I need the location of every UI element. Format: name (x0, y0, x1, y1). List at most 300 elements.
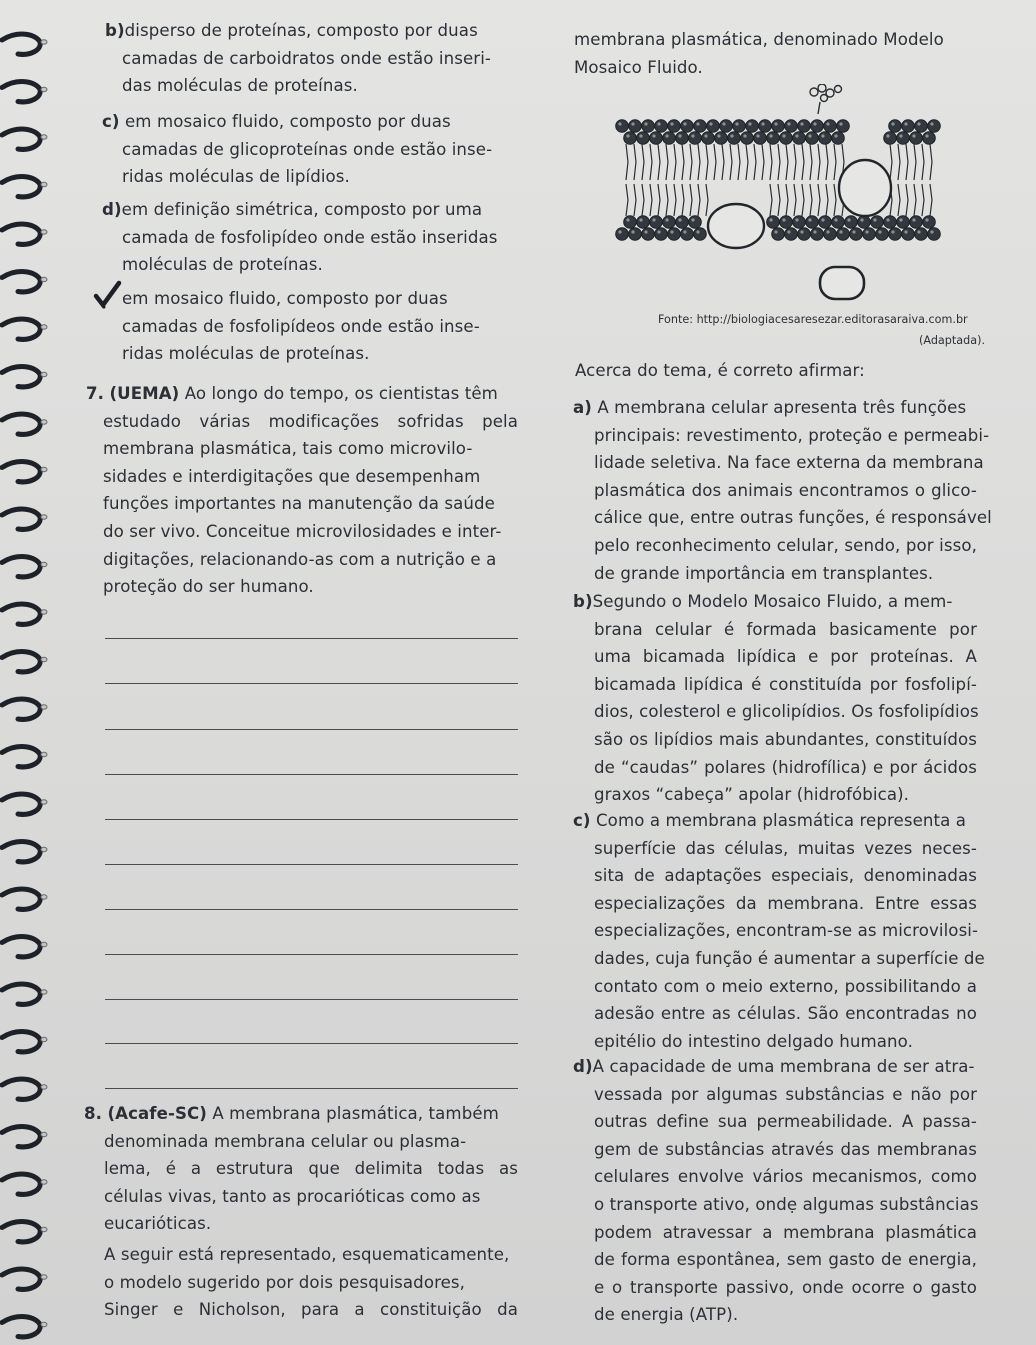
binding-hole (41, 40, 47, 44)
phospholipid-head (798, 120, 811, 133)
phospholipid-head (637, 216, 650, 229)
binding-hole (41, 230, 47, 234)
phospholipid-head (884, 132, 897, 145)
spiral-coil (2, 1079, 40, 1099)
lipid-tail (738, 144, 740, 180)
lipid-tail (730, 144, 732, 180)
answer-line[interactable] (105, 954, 518, 955)
phospholipid-head (720, 120, 733, 133)
binding-hole (41, 325, 47, 329)
head-highlight (774, 230, 777, 233)
head-highlight (618, 230, 621, 233)
phospholipid-head (793, 216, 806, 229)
lipid-tail (658, 144, 660, 180)
lipid-tail (778, 144, 780, 180)
head-highlight (748, 122, 751, 125)
binding-hole (41, 135, 47, 139)
lipid-tail (690, 144, 692, 180)
spiral-coil (2, 842, 40, 862)
text-line: principais: revestimento, proteção e permeabi- (594, 425, 990, 445)
phospholipid-head (676, 216, 689, 229)
phospholipid-head (629, 228, 642, 241)
binding-hole (41, 1227, 47, 1231)
head-highlight (782, 218, 785, 221)
text-line: disperso de proteínas, composto por duas (124, 21, 478, 40)
peripheral-protein-icon (820, 267, 864, 299)
lipid-tail (770, 184, 772, 216)
text-line: membrana plasmática, denominado Modelo (574, 30, 944, 49)
head-highlight (886, 134, 889, 137)
head-highlight (808, 134, 811, 137)
head-highlight (826, 230, 829, 233)
lipid-tail (810, 144, 812, 180)
phospholipid-head (806, 132, 819, 145)
text-line: em mosaico fluido, composto por duas (122, 289, 448, 308)
option-a-right (573, 394, 992, 587)
phospholipid-heads-upper (616, 120, 941, 145)
phospholipid-head (668, 120, 681, 133)
spiral-coil (2, 652, 40, 672)
text-line: adesão entre as células. São encontradas no (594, 1004, 977, 1024)
head-highlight (930, 122, 933, 125)
head-highlight (891, 122, 894, 125)
phospholipid-head (668, 228, 681, 241)
head-highlight (860, 218, 863, 221)
binding-hole (41, 420, 47, 424)
phospholipid-head (824, 120, 837, 133)
lipid-tail (658, 184, 660, 216)
head-highlight (917, 122, 920, 125)
text-line: Segundo o Modelo Mosaico Fluido, a mem- (592, 592, 953, 611)
phospholipid-head (741, 132, 754, 145)
answer-line[interactable] (105, 683, 518, 684)
text-line: dios, colesterol e glicolipídios. Os fosfolipídios (594, 702, 979, 722)
spiral-coil (2, 129, 40, 149)
lipid-tail (802, 184, 804, 216)
binding-hole (41, 277, 47, 281)
spiral-coil (2, 937, 40, 957)
phospholipid-head (928, 120, 941, 133)
lipid-tail (706, 184, 708, 216)
text-line: plasmática dos animais encontramos o glico- (594, 480, 977, 500)
text-line: Singer e Nicholson, para a constituição da (104, 1300, 518, 1320)
text-line: ridas moléculas de proteínas. (122, 344, 370, 364)
phospholipid-head (624, 132, 637, 145)
spiral-coil (2, 794, 40, 814)
option-label: a) (573, 398, 592, 417)
checkmark-icon (92, 279, 124, 311)
lipid-tail (826, 184, 828, 216)
spiral-coil (2, 272, 40, 292)
head-highlight (626, 218, 629, 221)
text-line: das moléculas de proteínas. (122, 76, 358, 96)
head-highlight (800, 122, 803, 125)
phospholipid-head (785, 120, 798, 133)
phospholipid-head (694, 228, 707, 241)
text-line: epitélio do intestino delgado humano. (594, 1031, 913, 1051)
lipid-tail (930, 184, 932, 216)
lipid-tail (794, 184, 796, 216)
phospholipid-head (832, 216, 845, 229)
phospholipid-head (655, 120, 668, 133)
head-highlight (626, 134, 629, 137)
text-line: graxos “cabeça” apolar (hidrofóbica). (594, 785, 910, 805)
head-highlight (795, 134, 798, 137)
spiral-binding-icon (0, 0, 60, 1345)
text-line: Acerca do tema, é correto afirmar: (575, 361, 865, 380)
phospholipid-head (759, 120, 772, 133)
head-highlight (665, 134, 668, 137)
question-number: 7. (86, 384, 105, 403)
option-e-left (122, 285, 520, 368)
spiral-coil (2, 82, 40, 102)
spiral-coil (2, 1222, 40, 1242)
binding-hole (41, 1037, 47, 1041)
option-d-left (102, 196, 520, 279)
text-line: lema, é a estrutura que delimita todas as (104, 1159, 518, 1179)
phospholipid-head (798, 228, 811, 241)
lipid-tail (914, 184, 916, 216)
phospholipid-head (863, 228, 876, 241)
lipid-tail (818, 184, 820, 216)
text-line: Ao longo do tempo, os cientistas têm (184, 384, 498, 403)
question-source: (UEMA) (109, 384, 180, 403)
head-highlight (839, 230, 842, 233)
head-highlight (795, 218, 798, 221)
head-highlight (644, 122, 647, 125)
lipid-tail (634, 184, 636, 216)
text-line: e o transporte passivo, onde ocorre o gasto (594, 1277, 977, 1297)
phospholipid-head (811, 228, 824, 241)
text-line: A capacidade de uma membrana de ser atra- (592, 1057, 975, 1076)
phospholipid-head (897, 216, 910, 229)
text-line: digitações, relacionando-as com a nutrição e a (103, 549, 497, 569)
head-highlight (652, 218, 655, 221)
head-highlight (899, 134, 902, 137)
phospholipid-head (676, 132, 689, 145)
phospholipid-head (767, 132, 780, 145)
option-label: b) (105, 21, 125, 40)
figure-source: Fonte: http://biologiacesaresezar.editorasaraiva.com.br (658, 313, 968, 326)
phospholipid-head (629, 120, 642, 133)
text-line: A membrana plasmática, também (212, 1104, 499, 1123)
phospholipid-head (616, 120, 629, 133)
binding-hole (41, 895, 47, 899)
spiral-coil (2, 1269, 40, 1289)
phospholipid-head (681, 228, 694, 241)
text-line: de grande importância em transplantes. (594, 563, 934, 583)
lipid-tail (914, 144, 916, 180)
head-highlight (839, 122, 842, 125)
phospholipid-head (793, 132, 806, 145)
phospholipid-head (767, 216, 780, 229)
phospholipid-head (689, 216, 702, 229)
phospholipid-head (780, 132, 793, 145)
text-line: dades, cuja função é aumentar a superfície de (594, 948, 985, 968)
phospholipid-head (910, 216, 923, 229)
lipid-tail (626, 144, 628, 180)
head-highlight (704, 134, 707, 137)
binding-hole (41, 657, 47, 661)
lipid-tail (770, 144, 772, 180)
option-c-left (102, 108, 520, 191)
lipid-tail (698, 184, 700, 216)
lipid-tail (642, 144, 644, 180)
head-highlight (618, 122, 621, 125)
phospholipid-head (858, 216, 871, 229)
lipid-tail (922, 184, 924, 216)
text-line: vessada por algumas substâncias e não por (594, 1084, 977, 1104)
text-line: de “caudas” polares (hidrofílica) e por ácidos (594, 757, 977, 777)
head-highlight (912, 134, 915, 137)
lipid-tail (690, 184, 692, 216)
text-line: em mosaico fluido, composto por duas (125, 112, 451, 131)
text-line: de forma espontânea, sem gasto de energia, (594, 1250, 977, 1270)
head-highlight (852, 230, 855, 233)
spiral-coil (2, 367, 40, 387)
phospholipid-head (845, 216, 858, 229)
phospholipid-head (642, 228, 655, 241)
head-highlight (821, 218, 824, 221)
lipid-tail (682, 144, 684, 180)
text-line: sita de adaptações especiais, denominadas (594, 866, 977, 886)
lipid-tail (778, 184, 780, 216)
phospholipid-head (819, 216, 832, 229)
phospholipid-head (650, 132, 663, 145)
lipid-tail (698, 144, 700, 180)
head-highlight (652, 134, 655, 137)
spiral-coil (2, 747, 40, 767)
head-highlight (821, 134, 824, 137)
text-line: em definição simétrica, composto por uma (121, 200, 483, 219)
lipid-tail (682, 184, 684, 216)
binding-hole (41, 562, 47, 566)
spiral-coil (2, 1174, 40, 1194)
text-line: ridas moléculas de lipídios. (122, 167, 350, 187)
binding-hole (41, 990, 47, 994)
head-highlight (878, 230, 881, 233)
text-line: bicamada lipídica é constituída por fosfolipí- (594, 674, 977, 694)
head-highlight (800, 230, 803, 233)
phospholipid-head (655, 228, 668, 241)
phospholipid-head (681, 120, 694, 133)
head-highlight (925, 134, 928, 137)
lipid-tail (626, 184, 628, 216)
lipid-tail (898, 144, 900, 180)
lipid-tail (706, 144, 708, 180)
phospholipid-head (850, 228, 863, 241)
lipid-tail (762, 144, 764, 180)
binding-hole (41, 752, 47, 756)
phospholipid-head (884, 216, 897, 229)
binding-hole (41, 515, 47, 519)
text-line: celulares envolve vários mecanismos, como (594, 1167, 977, 1187)
text-line: do ser vivo. Conceitue microvilosidades e inter- (103, 521, 502, 541)
lipid-tail (666, 184, 668, 216)
head-highlight (925, 218, 928, 221)
option-label: d) (573, 1057, 593, 1076)
phospholipid-head (663, 216, 676, 229)
answer-line[interactable] (105, 819, 518, 820)
head-highlight (709, 122, 712, 125)
head-highlight (691, 134, 694, 137)
head-highlight (787, 230, 790, 233)
option-label: b) (573, 592, 593, 611)
binding-hole (41, 800, 47, 804)
head-highlight (631, 230, 634, 233)
text-line: uma bicamada lipídica e por proteínas. A (594, 647, 977, 667)
answer-line[interactable] (105, 729, 518, 730)
head-highlight (782, 134, 785, 137)
phospholipid-head (689, 132, 702, 145)
head-highlight (735, 122, 738, 125)
spiral-coil (2, 462, 40, 482)
lipid-tail (642, 184, 644, 216)
phospholipid-head (702, 132, 715, 145)
head-highlight (670, 230, 673, 233)
phospholipid-head (733, 120, 746, 133)
phospholipid-head (889, 228, 902, 241)
answer-line[interactable] (105, 999, 518, 1000)
phospholipid-head (746, 120, 759, 133)
text-line: Mosaico Fluido. (574, 57, 703, 77)
lipid-tail (818, 144, 820, 180)
lipid-tail (906, 184, 908, 216)
binding-hole (41, 467, 47, 471)
phospholipid-head (819, 132, 832, 145)
lipid-tail (906, 144, 908, 180)
head-highlight (774, 122, 777, 125)
lipid-tail (714, 144, 716, 180)
answer-line[interactable] (105, 638, 518, 639)
spiral-coil (2, 889, 40, 909)
text-line: eucarióticas. (104, 1214, 212, 1234)
lipid-tail (930, 144, 932, 180)
head-highlight (665, 218, 668, 221)
lipid-tail (786, 184, 788, 216)
question-7 (86, 380, 518, 601)
phospholipid-head (915, 120, 928, 133)
head-highlight (847, 218, 850, 221)
spiral-coil (2, 177, 40, 197)
lipid-tail (746, 144, 748, 180)
head-highlight (691, 218, 694, 221)
phospholipid-head (707, 120, 720, 133)
text-line: proteção do ser humano. (103, 577, 314, 597)
head-highlight (678, 218, 681, 221)
lipid-tail (666, 144, 668, 180)
text-line: denominada membrana celular ou plasma- (104, 1131, 467, 1151)
text-line: sidades e interdigitações que desempenham (103, 466, 481, 486)
option-d-right (573, 1053, 977, 1329)
lipid-tail (802, 144, 804, 180)
text-line: contato com o meio externo, possibilitando a (594, 976, 977, 996)
option-b-left (105, 17, 520, 100)
phospholipid-heads-lower (616, 216, 941, 241)
lipid-tail (634, 144, 636, 180)
head-highlight (644, 230, 647, 233)
option-label: c) (573, 811, 591, 830)
text-line: superfície das células, muitas vezes neces- (594, 838, 977, 858)
text-line: Como a membrana plasmática representa a (596, 811, 967, 830)
head-highlight (899, 218, 902, 221)
head-highlight (904, 230, 907, 233)
text-line: pelo reconhecimento celular, sendo, por isso, (594, 535, 977, 555)
head-highlight (696, 230, 699, 233)
binding-hole (41, 1275, 47, 1279)
spiral-coil (2, 319, 40, 339)
answer-line[interactable] (105, 1043, 518, 1044)
head-highlight (912, 218, 915, 221)
phospholipid-head (923, 216, 936, 229)
lipid-tail (794, 144, 796, 180)
head-highlight (670, 122, 673, 125)
answer-line[interactable] (105, 1088, 518, 1089)
spiral-coil (2, 699, 40, 719)
text-line: podem atravessar a membrana plasmática (594, 1222, 977, 1242)
figure-adapted: (Adaptada). (919, 334, 985, 347)
head-highlight (826, 122, 829, 125)
option-b-right (573, 588, 977, 809)
text-line: A membrana celular apresenta três funções (597, 398, 967, 417)
answer-line[interactable] (105, 864, 518, 865)
phospholipid-head (650, 216, 663, 229)
phospholipid-head (876, 228, 889, 241)
phospholipid-head (837, 228, 850, 241)
head-highlight (657, 122, 660, 125)
right-intro (574, 26, 994, 81)
phospholipid-head (642, 120, 655, 133)
spiral-coil (2, 1032, 40, 1052)
head-highlight (813, 122, 816, 125)
head-highlight (743, 134, 746, 137)
lipid-tail (722, 144, 724, 180)
phospholipid-head (889, 120, 902, 133)
question-number: 8. (84, 1104, 103, 1123)
lipid-tail (898, 184, 900, 216)
option-label: c) (102, 112, 120, 131)
answer-line[interactable] (105, 774, 518, 775)
head-highlight (717, 134, 720, 137)
phospholipid-head (637, 132, 650, 145)
spiral-coil (2, 1127, 40, 1147)
binding-hole (41, 372, 47, 376)
phospholipid-head (780, 216, 793, 229)
option-c-right (573, 807, 985, 1055)
option-label: d) (102, 200, 122, 219)
phospholipid-head (832, 132, 845, 145)
head-highlight (657, 230, 660, 233)
spiral-coil (2, 604, 40, 624)
spiral-coil (2, 414, 40, 434)
head-highlight (891, 230, 894, 233)
question-8-continued (104, 1241, 518, 1324)
phospholipid-head (897, 132, 910, 145)
text-line: camadas de glicoproteínas onde estão inse- (122, 139, 493, 159)
answer-line[interactable] (105, 909, 518, 910)
head-highlight (865, 230, 868, 233)
text-line: outras define sua permeabilidade. A passa- (594, 1112, 977, 1132)
text-line: A seguir está representado, esquematicamente, (104, 1245, 510, 1264)
glycocalyx-icon (810, 84, 842, 114)
text-line: membrana plasmática, tais como microvilo- (103, 439, 473, 459)
phospholipid-head (785, 228, 798, 241)
spiral-coil (2, 509, 40, 529)
phospholipid-head (715, 132, 728, 145)
text-line: moléculas de proteínas. (122, 255, 323, 275)
binding-hole (41, 1322, 47, 1326)
lipid-tail (650, 184, 652, 216)
